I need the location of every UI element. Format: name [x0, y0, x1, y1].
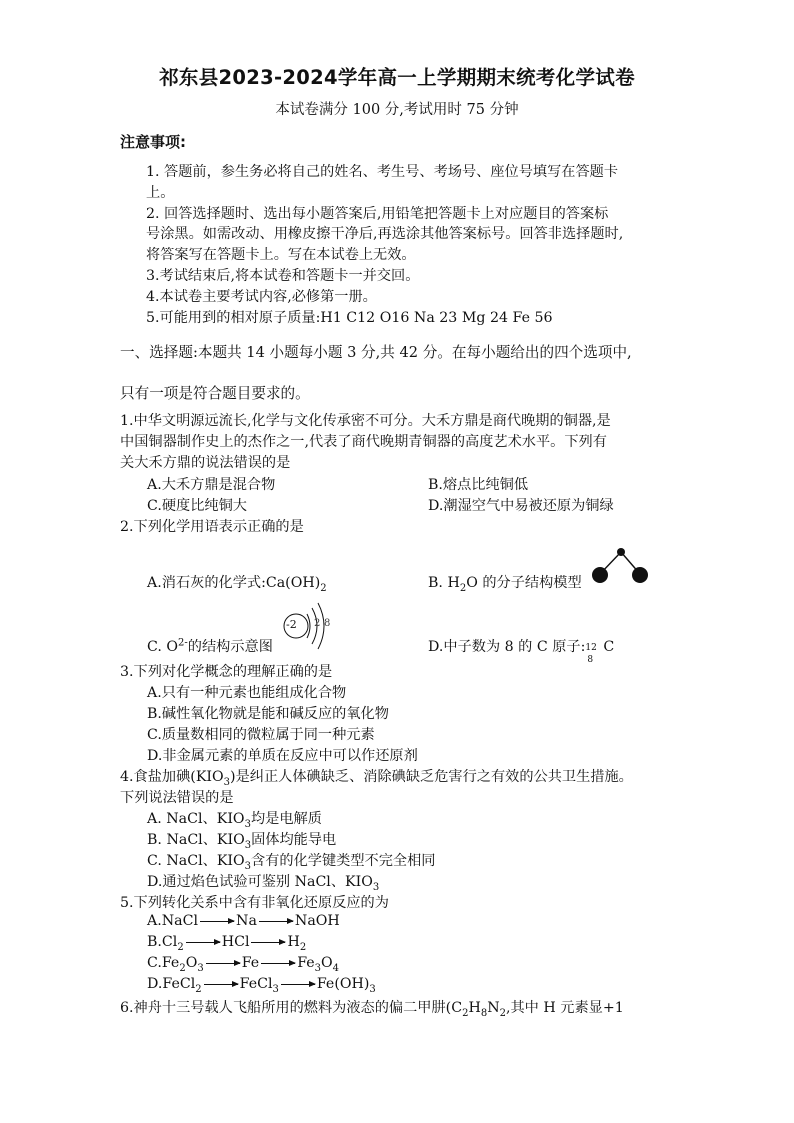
q5-option-c: [147, 955, 339, 974]
exam-subtitle: 本试卷满分 100 分,考试用时 75 分钟: [275, 102, 519, 118]
q2-b-post: O 的分子结构模型: [466, 575, 582, 591]
q5-a-reactant: A.NaCl: [147, 913, 199, 929]
q3-option-c: C.质量数相同的微粒属于同一种元素: [147, 727, 375, 743]
reaction-arrow-icon: [186, 942, 220, 943]
question-4-stem: [120, 766, 633, 788]
notice-line: 上。: [146, 184, 175, 201]
notice-heading: 注意事项:: [120, 133, 186, 151]
q5-option-b: [147, 934, 306, 953]
q5-d-sub2: 3: [272, 983, 279, 995]
q4-stem-pre: 4.食盐加碘(KIO: [120, 769, 224, 785]
q5-c-sub1: 2: [179, 962, 186, 974]
q5-d-intermediate: FeCl: [239, 976, 273, 992]
section-heading: 一、选择题:本题共 14 小题每小题 3 分,共 42 分。在每小题给出的四个选项中,: [120, 344, 632, 361]
notice-line: 1. 答题前，参生务必将自己的姓名、考生号、考场号、座位号填写在答题卡: [146, 164, 619, 180]
q3-option-d: D.非金属元素的单质在反应中可以作还原剂: [147, 748, 418, 764]
q4-a-pre: A. NaCl、KIO: [147, 811, 245, 827]
q5-b-intermediate: HCl: [221, 934, 250, 950]
q4-d-pre: D.通过焰色试验可鉴别 NaCl、KIO: [147, 874, 373, 890]
q1-option-a: A.大禾方鼎是混合物: [147, 477, 276, 493]
nuclide-mass-number: 12: [585, 643, 597, 653]
q1-option-d: D.潮湿空气中易被还原为铜绿: [428, 498, 614, 514]
q6-post: ,其中 H 元素显+1: [505, 1000, 624, 1016]
q6-mid2: N: [487, 1000, 500, 1016]
exam-title: 祁东县2023-2024学年高一上学期期末统考化学试卷: [159, 66, 635, 89]
q1-line: 关大禾方鼎的说法错误的是: [120, 455, 291, 471]
notice-line: 3.考试结束后,将本试卷和答题卡一并交回。: [146, 267, 420, 284]
q6-mid1: H: [468, 1000, 481, 1016]
nuclide-symbol: C: [603, 639, 615, 655]
q6-sub3: 2: [499, 1007, 506, 1019]
q3-option-b: B.碱性氧化物就是能和碱反应的氧化物: [147, 706, 389, 722]
q5-c-sub3: 3: [314, 962, 322, 974]
notice-line: 5.可能用到的相对原子质量:H1 C12 O16 Na 23 Mg 24 Fe 56: [146, 309, 553, 326]
q5-d-sub3: 3: [369, 983, 376, 995]
q4-b-sub: 3: [244, 839, 252, 851]
q5-c-reactant: C.Fe: [147, 955, 180, 971]
q4-d-sub: 3: [372, 881, 380, 893]
q2-c-sup: 2-: [178, 637, 188, 649]
q2-d-pre: D.中子数为 8 的 C 原子:: [428, 639, 586, 655]
q6-pre: 6.神舟十三号载人飞船所用的燃料为液态的偏二甲肼(C: [120, 1000, 463, 1016]
notice-list: [146, 162, 686, 328]
q4-stem-post: )是纠正人体碘缺乏、消除碘缺乏危害行之有效的公共卫生措施。: [230, 769, 633, 785]
nuclide-neutron-number: 8: [587, 655, 594, 665]
q5-b-product: H: [287, 934, 300, 950]
q2-option-a: [147, 572, 327, 594]
q5-b-sub: 2: [177, 941, 184, 953]
reaction-arrow-icon: [251, 942, 285, 943]
question-3-stem: 3.下列对化学概念的理解正确的是: [120, 664, 333, 680]
q4-option-a: [147, 808, 322, 830]
q4-b-pre: B. NaCl、KIO: [147, 832, 245, 848]
structure-nucleus-charge: -2: [286, 618, 297, 631]
reaction-arrow-icon: [259, 921, 293, 922]
q5-c-product-b: O: [321, 955, 333, 971]
notice-line: 2. 回答选择题时、选出每小题答案后,用铅笔把答题卡上对应题目的答案标: [146, 205, 609, 222]
q5-option-d: [147, 976, 376, 995]
reaction-arrow-icon: [281, 984, 315, 985]
q4-a-sub: 3: [244, 818, 251, 830]
q5-d-product: Fe(OH): [316, 976, 370, 992]
q4-option-b: [147, 829, 336, 851]
q2-a-sub: 2: [320, 582, 327, 594]
notice-line: 将答案写在答题卡上。写在本试卷上无效。: [146, 247, 416, 264]
q5-c-intermediate: Fe: [241, 955, 260, 971]
q5-c-sub4: 4: [332, 962, 340, 974]
question-6-stem: [120, 997, 624, 1019]
q4-c-sub: 3: [244, 860, 252, 872]
section-heading-cont: 只有一项是符合题目要求的。: [120, 385, 310, 402]
q4-c-pre: C. NaCl、KIO: [147, 853, 245, 869]
structure-shell-2: 8: [324, 618, 331, 629]
q2-a-text: A.消石灰的化学式:Ca(OH): [147, 575, 321, 591]
q1-line: 中国铜器制作史上的杰作之一,代表了商代晚期青铜器的高度艺术水平。下列有: [120, 434, 607, 450]
q1-line: 1.中华文明源远流长,化学与文化传承密不可分。大禾方鼎是商代晚期的铜器,是: [120, 413, 611, 429]
reaction-arrow-icon: [261, 963, 295, 964]
q4-c-post: 含有的化学键类型不完全相同: [251, 853, 436, 869]
q4-stem-sub: 3: [223, 776, 231, 788]
notice-line: 号涂黑。如需改动、用橡皮擦干净后,再选涂其他答案标号。回答非选择题时,: [146, 226, 624, 243]
q5-d-reactant: D.FeCl: [147, 976, 196, 992]
water-molecule-model: [590, 544, 652, 586]
question-1-stem: [120, 411, 680, 474]
q5-c-sub2: 3: [197, 962, 204, 974]
q5-a-intermediate: Na: [236, 913, 257, 929]
q1-option-c: C.硬度比纯铜大: [147, 498, 247, 514]
structure-shell-1: 2: [314, 618, 321, 629]
q5-b-reactant: B.Cl: [147, 934, 178, 950]
q4-b-post: 固体均能导电: [251, 832, 337, 848]
q4-option-c: [147, 850, 436, 872]
reaction-arrow-icon: [204, 984, 238, 985]
q2-option-b: [428, 572, 582, 594]
q4-a-post: 均是电解质: [250, 811, 322, 827]
q6-sub1: 2: [462, 1007, 469, 1019]
question-5-stem: 5.下列转化关系中含有非氧化还原反应的为: [120, 895, 389, 911]
q2-c-post: 的结构示意图: [187, 639, 273, 655]
q5-c-product: Fe: [297, 955, 315, 971]
question-4-stem-cont: 下列说法错误的是: [120, 790, 234, 806]
q3-option-a: A.只有一种元素也能组成化合物: [147, 685, 347, 701]
question-2-stem: 2.下列化学用语表示正确的是: [120, 519, 304, 535]
reaction-arrow-icon: [200, 921, 234, 922]
q1-option-b: B.熔点比纯铜低: [428, 477, 529, 493]
notice-line: 4.本试卷主要考试内容,必修第一册。: [146, 288, 377, 305]
q2-c-pre: C. O: [147, 639, 179, 655]
q6-sub2: 8: [480, 1007, 488, 1019]
q4-option-d: [147, 871, 379, 893]
q5-option-a: [147, 913, 340, 929]
reaction-arrow-icon: [206, 963, 240, 964]
q2-option-c: [147, 636, 273, 656]
q5-a-product: NaOH: [294, 913, 340, 929]
q5-c-reactant-b: O: [185, 955, 198, 971]
q5-b-product-sub: 2: [299, 941, 307, 953]
q2-b-sub: 2: [459, 582, 467, 594]
q5-d-sub1: 2: [195, 983, 202, 995]
q2-option-d: [428, 636, 615, 665]
q2-b-pre: B. H: [428, 575, 460, 591]
